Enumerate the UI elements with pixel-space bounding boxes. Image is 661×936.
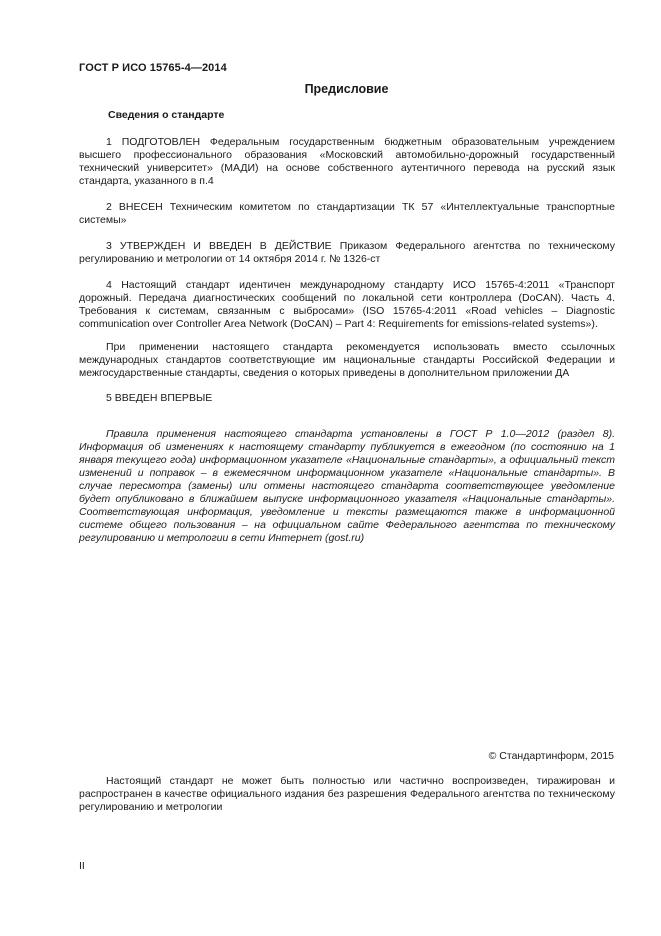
page-title: [0, 82, 661, 96]
paragraph-submitted: 2 ВНЕСЕН Техническим комитетом по стандартизации ТК 57 «Интеллектуальные транспортные системы»: [79, 201, 615, 226]
paragraph-approved: 3 УТВЕРЖДЕН И ВВЕДЕН В ДЕЙСТВИЕ Приказом Федерального агентства по техническому регулированию и метрологии от 14 октября 2014 г. № 1326-ст: [79, 240, 615, 265]
page-title-text: Предисловие: [304, 82, 389, 96]
document-code: ГОСТ Р ИСО 15765-4—2014: [79, 62, 227, 74]
paragraph-identical: 4 Настоящий стандарт идентичен международному стандарту ИСО 15765-4:2011 «Транспорт дорожный. Передача диагностических сообщений по локальной сети контроллера (DoCAN). Часть 4. Требования к системам, связанным с выбросами» (ISO 15765-4:2011 «Road vehicles – Diagnostic communication over Controller Area Network (DoCAN) – Part 4: Requirements for emissions-related systems»).: [79, 279, 615, 330]
paragraph-prepared: 1 ПОДГОТОВЛЕН Федеральным государственным бюджетным образовательным учреждением высшего профессионального образования «Московский автомобильно-дорожный государственный технический университет» (МАДИ) на основе собственного аутентичного перевода на русский язык стандарта, указанного в п.4: [79, 136, 615, 187]
paragraph-rules: Правила применения настоящего стандарта установлены в ГОСТ Р 1.0—2012 (раздел 8). Информация об изменениях к настоящему стандарту публикуется в ежегодном (по состоянию на 1 января текущего года) информационном указателе «Национальные стандарты», а официальный текст изменений и поправок – в ежемесячном информационном указателе «Национальные стандарты». В случае пересмотра (замены) или отмены настоящего стандарта соответствующее уведомление будет опубликовано в ближайшем выпуске информационного указателя «Национальные стандарты». Соответствующая информация, уведомление и тексты размещаются также в информационной системе общего пользования – на официальном сайте Федерального агентства по техническому регулированию и метрологии в сети Интернет (gost.ru): [79, 428, 615, 544]
page-number: II: [79, 860, 85, 872]
paragraph-introduced: 5 ВВЕДЕН ВПЕРВЫЕ: [106, 392, 213, 404]
copyright-notice: © Стандартинформ, 2015: [488, 750, 614, 762]
reproduction-notice: Настоящий стандарт не может быть полностью или частично воспроизведен, тиражирован и распространен в качестве официального издания без разрешения Федерального агентства по техническому регулированию и метрологии: [79, 775, 615, 813]
section-subtitle: Сведения о стандарте: [108, 109, 225, 121]
paragraph-references: При применении настоящего стандарта рекомендуется использовать вместо ссылочных международных стандартов соответствующие им национальные стандарты Российской Федерации и межгосударственные стандарты, сведения о которых приведены в дополнительном приложении ДА: [79, 341, 615, 379]
